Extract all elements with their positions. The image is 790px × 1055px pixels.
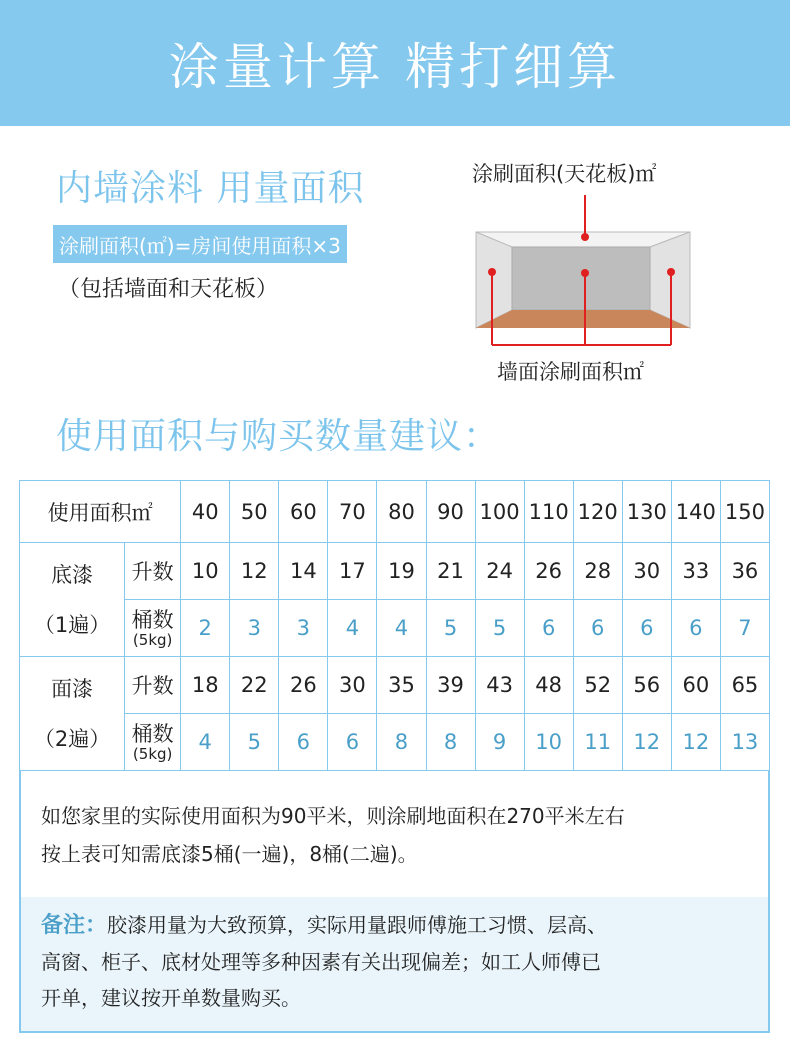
primer-buckets-cell: 7 (720, 600, 769, 657)
topcoat-buckets-cell: 9 (475, 714, 524, 771)
ceiling-dot (581, 233, 589, 241)
remark-label: 备注： (41, 913, 108, 938)
buckets-unit: (5kg) (132, 631, 173, 649)
topcoat-group-label (20, 657, 125, 771)
primer-liters-cell: 33 (671, 543, 720, 600)
area-cell: 50 (230, 481, 279, 543)
primer-liters-cell: 36 (720, 543, 769, 600)
topcoat-buckets-label (125, 714, 181, 771)
remark-text-3: 开单，建议按开单数量购买。 (41, 986, 301, 1010)
topcoat-buckets-cell: 12 (671, 714, 720, 771)
topcoat-coats: （2遍） (33, 726, 111, 751)
topcoat-liters-cell: 22 (230, 657, 279, 714)
topcoat-liters-cell: 56 (622, 657, 671, 714)
topcoat-buckets-cell: 8 (426, 714, 475, 771)
primer-liters-cell: 19 (377, 543, 426, 600)
buckets-unit: (5kg) (132, 745, 173, 763)
topcoat-liters-cell: 52 (573, 657, 622, 714)
primer-buckets-cell: 2 (181, 600, 230, 657)
example-note (21, 771, 768, 897)
quantity-table-wrap (19, 480, 770, 771)
area-cell: 140 (671, 481, 720, 543)
primer-buckets-cell: 4 (377, 600, 426, 657)
primer-buckets-cell: 6 (524, 600, 573, 657)
topcoat-liters-cell: 48 (524, 657, 573, 714)
primer-label: 底漆 (51, 562, 94, 587)
primer-buckets-cell: 5 (475, 600, 524, 657)
example-line-1: 如您家里的实际使用面积为90平米，则涂刷地面积在270平米左右 (41, 804, 625, 828)
primer-buckets-cell: 3 (279, 600, 328, 657)
primer-liters-cell: 17 (328, 543, 377, 600)
topcoat-buckets-cell: 6 (328, 714, 377, 771)
primer-liters-cell: 30 (622, 543, 671, 600)
example-line-2: 按上表可知需底漆5桶(一遍)，8桶(二遍)。 (41, 842, 418, 866)
area-cell: 90 (426, 481, 475, 543)
table-row-primer-buckets (20, 600, 770, 657)
area-header-cell: 使用面积㎡ (20, 481, 181, 543)
topcoat-buckets-cell: 4 (181, 714, 230, 771)
area-cell: 150 (720, 481, 769, 543)
topcoat-liters-cell: 35 (377, 657, 426, 714)
topcoat-liters-cell: 39 (426, 657, 475, 714)
table-row-topcoat-buckets (20, 714, 770, 771)
title-banner (0, 0, 790, 126)
primer-group-label (20, 543, 125, 657)
buckets-label: 桶数 (131, 608, 174, 632)
wall-label: 墙面涂刷面积㎡ (497, 360, 644, 384)
section-title-quantity: 使用面积与购买数量建议： (56, 416, 501, 457)
area-formula: 涂刷面积(㎡)=房间使用面积×3 (53, 225, 347, 263)
primer-buckets-cell: 4 (328, 600, 377, 657)
area-cell: 70 (328, 481, 377, 543)
back-wall-shape (512, 247, 650, 310)
topcoat-liters-label: 升数 (125, 657, 181, 714)
table-row-topcoat-liters (20, 657, 770, 714)
room-diagram (474, 195, 692, 355)
primer-liters-cell: 28 (573, 543, 622, 600)
primer-liters-label: 升数 (125, 543, 181, 600)
topcoat-buckets-cell: 8 (377, 714, 426, 771)
notes-box (19, 771, 770, 1033)
remark-note (21, 897, 768, 1031)
primer-liters-cell: 10 (181, 543, 230, 600)
topcoat-liters-cell: 65 (720, 657, 769, 714)
topcoat-liters-cell: 30 (328, 657, 377, 714)
topcoat-buckets-cell: 10 (524, 714, 573, 771)
topcoat-buckets-cell: 6 (279, 714, 328, 771)
banner-title: 涂量计算 精打细算 (169, 38, 621, 96)
primer-liters-cell: 12 (230, 543, 279, 600)
topcoat-liters-cell: 26 (279, 657, 328, 714)
table-row-area (20, 481, 770, 543)
ceiling-label: 涂刷面积(天花板)㎡ (472, 162, 657, 186)
quantity-table (19, 480, 770, 771)
table-row-primer-liters (20, 543, 770, 600)
primer-liters-cell: 14 (279, 543, 328, 600)
primer-buckets-cell: 3 (230, 600, 279, 657)
primer-coats: （1遍） (33, 612, 111, 637)
area-cell: 120 (573, 481, 622, 543)
primer-buckets-cell: 6 (573, 600, 622, 657)
primer-liters-cell: 26 (524, 543, 573, 600)
buckets-label: 桶数 (131, 722, 174, 746)
remark-text-1: 胶漆用量为大致预算，实际用量跟师傅施工习惯、层高、 (107, 913, 608, 937)
primer-buckets-cell: 6 (671, 600, 720, 657)
primer-buckets-cell: 5 (426, 600, 475, 657)
formula-note: （包括墙面和天花板） (58, 277, 279, 302)
area-cell: 60 (279, 481, 328, 543)
topcoat-buckets-cell: 5 (230, 714, 279, 771)
primer-liters-cell: 21 (426, 543, 475, 600)
topcoat-liters-cell: 18 (181, 657, 230, 714)
area-cell: 80 (377, 481, 426, 543)
topcoat-buckets-cell: 11 (573, 714, 622, 771)
primer-buckets-label (125, 600, 181, 657)
area-cell: 100 (475, 481, 524, 543)
topcoat-buckets-cell: 12 (622, 714, 671, 771)
topcoat-liters-cell: 43 (475, 657, 524, 714)
area-cell: 110 (524, 481, 573, 543)
primer-buckets-cell: 6 (622, 600, 671, 657)
topcoat-label: 面漆 (51, 676, 94, 701)
area-cell: 130 (622, 481, 671, 543)
topcoat-liters-cell: 60 (671, 657, 720, 714)
area-cell: 40 (181, 481, 230, 543)
remark-text-2: 高窗、柜子、底材处理等多种因素有关出现偏差；如工人师傅已 (41, 950, 601, 974)
primer-liters-cell: 24 (475, 543, 524, 600)
section-title-area: 内墙涂料 用量面积 (56, 168, 365, 209)
topcoat-buckets-cell: 13 (720, 714, 769, 771)
